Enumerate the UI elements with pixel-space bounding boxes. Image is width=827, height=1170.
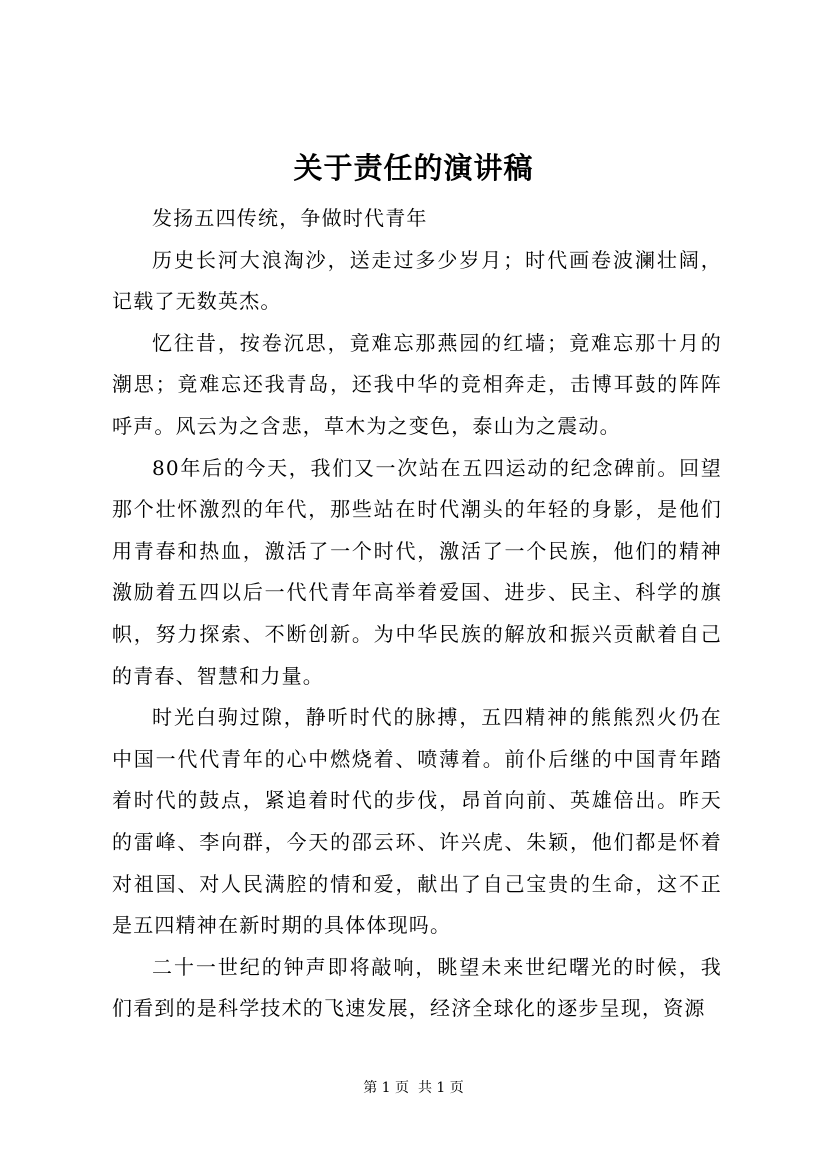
page-footer: 第 1 页 共 1 页	[363, 1080, 464, 1096]
paragraph: 二十一世纪的钟声即将敲响，眺望未来世纪曙光的时候，我们看到的是科学技术的飞速发展，经济全球化的逐步呈现，资源	[112, 954, 722, 1021]
document-body	[112, 198, 722, 1030]
paragraph: 忆往昔，按卷沉思，竟难忘那燕园的红墙；竟难忘那十月的潮思；竟难忘还我青岛，还我中华的竞相奔走，击博耳鼓的阵阵呼声。风云为之含悲，草木为之变色，泰山为之震动。	[112, 330, 722, 438]
paragraph: 80年后的今天，我们又一次站在五四运动的纪念碑前。回望那个壮怀激烈的年代，那些站在时代潮头的年轻的身影，是他们用青春和热血，激活了一个时代，激活了一个民族，他们的精神激励着五四以后一代代青年高举着爱国、进步、民主、科学的旗帜，努力探索、不断创新。为中华民族的解放和振兴贡献着自己的青春、智慧和力量。	[112, 455, 722, 688]
paragraph: 历史长河大浪淘沙，送走过多少岁月；时代画卷波澜壮阔，记载了无数英杰。	[112, 247, 722, 314]
paragraph: 时光白驹过隙，静听时代的脉搏，五四精神的熊熊烈火仍在中国一代代青年的心中燃烧着、喷薄着。前仆后继的中国青年踏着时代的鼓点，紧追着时代的步伐，昂首向前、英雄倍出。昨天的雷峰、李向群，今天的邵云环、许兴虎、朱颖，他们都是怀着对祖国、对人民满腔的情和爱，献出了自己宝贵的生命，这不正是五四精神在新时期的具体体现吗。	[112, 705, 722, 938]
paragraph-subtitle: 发扬五四传统，争做时代青年	[152, 206, 428, 230]
document-title: 关于责任的演讲稿	[293, 151, 534, 185]
